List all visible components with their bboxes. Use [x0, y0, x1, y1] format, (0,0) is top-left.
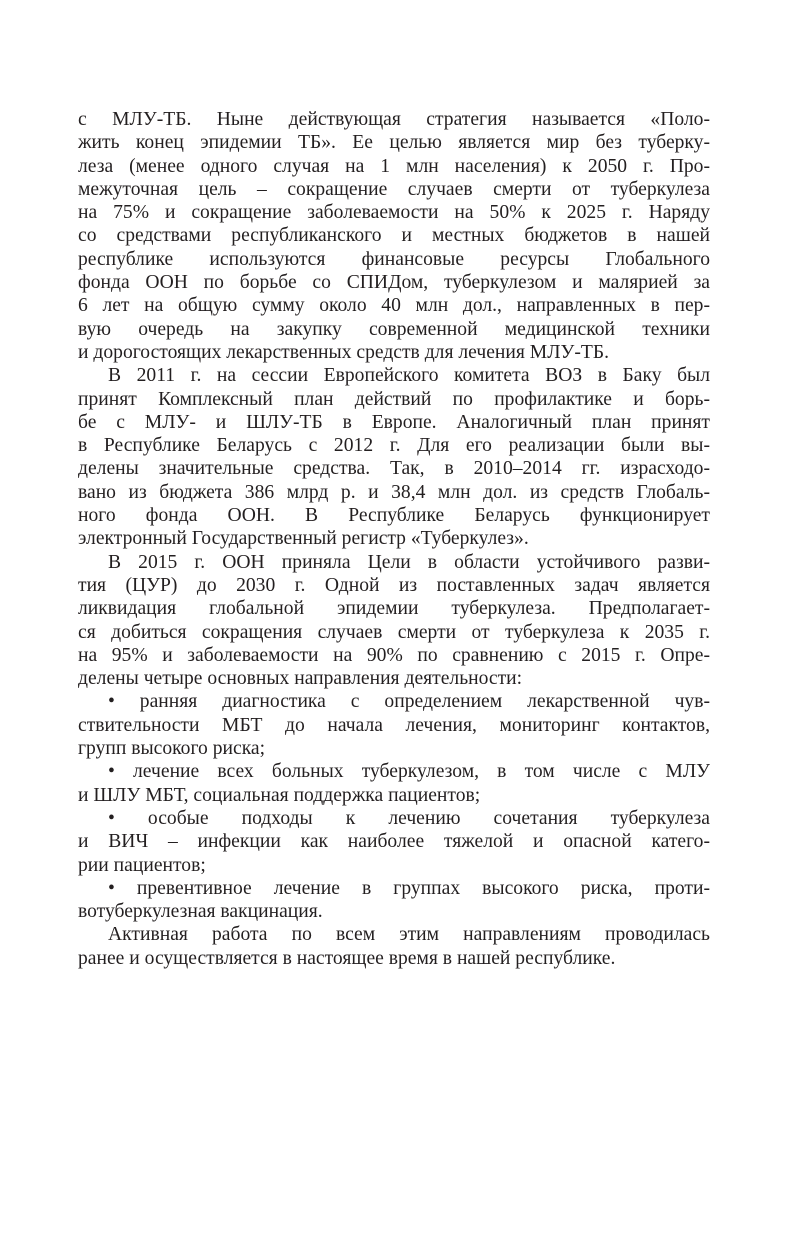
text-line: тия (ЦУР) до 2030 г. Одной из поставленных задач является — [78, 574, 710, 596]
text-line: В 2015 г. ООН приняла Цели в области устойчивого разви- — [108, 551, 710, 573]
paragraph-strategy — [78, 108, 710, 364]
paragraph-sdg-goals — [78, 551, 710, 691]
directions-list — [78, 690, 710, 923]
text-line: в Республике Беларусь с 2012 г. Для его реализации были вы- — [78, 435, 710, 457]
text-line: на 75% и сокращение заболеваемости на 50% к 2025 г. Наряду — [78, 202, 710, 224]
text-line: • особые подходы к лечению сочетания туберкулеза — [108, 807, 710, 829]
text-line: леза (менее одного случая на 1 млн населения) к 2050 г. Про- — [78, 155, 710, 177]
text-line: принят Комплексный план действий по профилактике и борь- — [78, 388, 710, 410]
text-line: • ранняя диагностика с определением лекарственной чув- — [108, 691, 710, 713]
document-page — [78, 108, 710, 970]
text-line: делены четыре основных направления деятельности: — [78, 668, 523, 690]
text-line: вую очередь на закупку современной медицинской техники — [78, 318, 710, 340]
text-line: • лечение всех больных туберкулезом, в том числе с МЛУ — [108, 761, 710, 783]
text-line: ликвидация глобальной эпидемии туберкулеза. Предполагает- — [78, 598, 710, 620]
text-line: межуточная цель – сокращение случаев смерти от туберкулеза — [78, 178, 710, 200]
text-line: бе с МЛУ- и ШЛУ-ТБ в Европе. Аналогичный план принят — [78, 411, 710, 433]
text-line: и ШЛУ МБТ, социальная поддержка пациентов; — [78, 784, 481, 806]
text-line: и ВИЧ – инфекции как наиболее тяжелой и опасной катего- — [78, 831, 710, 853]
text-line: групп высокого риска; — [78, 738, 266, 760]
text-line: ранее и осуществляется в настоящее время в нашей республике. — [78, 947, 616, 969]
text-line: ного фонда ООН. В Республике Беларусь функционирует — [78, 505, 710, 527]
text-line: электронный Государственный регистр «Туберкулез». — [78, 528, 529, 550]
text-line: вотуберкулезная вакцинация. — [78, 901, 323, 923]
text-line: ствительности МБТ до начала лечения, мониторинг контактов, — [78, 714, 710, 736]
list-item — [78, 690, 710, 760]
text-line: делены значительные средства. Так, в 2010–2014 гг. израсходо- — [78, 458, 710, 480]
text-line: В 2011 г. на сессии Европейского комитета ВОЗ в Баку был — [108, 365, 710, 387]
text-line: 6 лет на общую сумму около 40 млн дол., направленных в пер- — [78, 295, 710, 317]
text-line: республике используются финансовые ресурсы Глобального — [78, 248, 710, 270]
text-line: со средствами республиканского и местных бюджетов в нашей — [78, 225, 710, 247]
text-line: на 95% и заболеваемости на 90% по сравнению с 2015 г. Опре- — [78, 644, 710, 666]
text-line: Активная работа по всем этим направлениям проводилась — [108, 924, 710, 946]
paragraph-action-plan — [78, 364, 710, 550]
text-line: рии пациентов; — [78, 854, 206, 876]
list-item — [78, 760, 710, 807]
text-line: жить конец эпидемии ТБ». Ее целью является мир без туберку- — [78, 132, 710, 154]
paragraph-closing — [78, 923, 710, 970]
text-line: вано из бюджета 386 млрд р. и 38,4 млн дол. из средств Глобаль- — [78, 481, 710, 503]
list-item — [78, 877, 710, 924]
text-line: ся добиться сокращения случаев смерти от туберкулеза к 2035 г. — [78, 621, 710, 643]
text-line: и дорогостоящих лекарственных средств для лечения МЛУ-ТБ. — [78, 341, 610, 363]
text-line: фонда ООН по борьбе со СПИДом, туберкулезом и малярией за — [78, 272, 710, 294]
text-line: с МЛУ-ТБ. Ныне действующая стратегия называется «Поло- — [78, 109, 710, 130]
list-item — [78, 807, 710, 877]
text-line: • превентивное лечение в группах высокого риска, проти- — [108, 877, 710, 899]
